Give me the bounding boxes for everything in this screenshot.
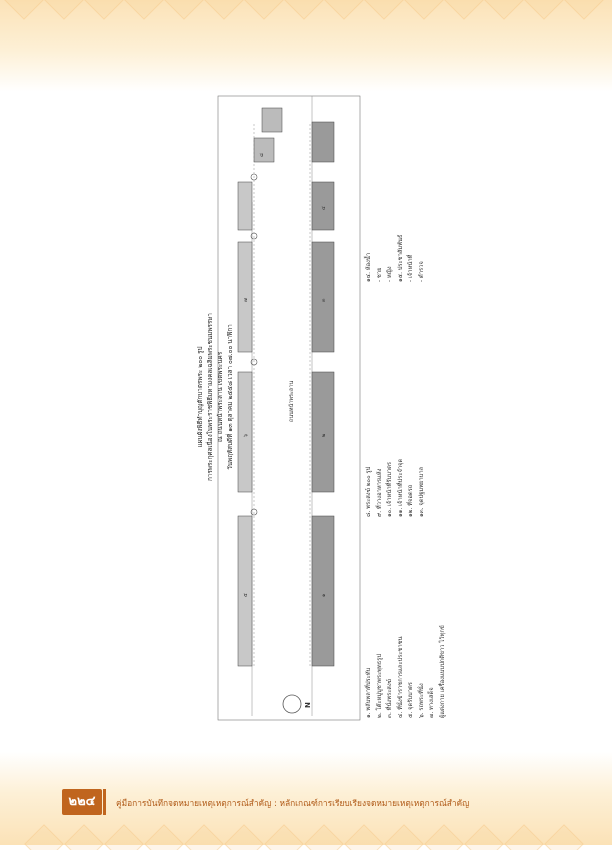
note-item: ๘. พระสงฆ์ ๒๐๐ รูป [366, 466, 372, 517]
diagram-title-line: การพระกุศลเนื่องในพระราชพิธีมหามงคลเฉลิมพระชนมพรรษา [207, 313, 214, 481]
note-item: ๑๑. เจ้าหน้าที่ประจำจุด [397, 458, 404, 517]
note-item: ๙. ที่วางอาหารแห้ง [376, 468, 383, 517]
marker-number: ๓ [321, 298, 327, 302]
marker-number: ๘ [259, 153, 265, 157]
marker-number: ๗ [243, 298, 249, 302]
footer-title: คู่มือการบันทึกจดหมายเหตุเหตุการณ์สำคัญ : หลักเกณฑ์การเรียบเรียงจดหมายเหตุเหตุการณ์สำคัญ [116, 798, 470, 808]
note-item: - เจ้าหน้าที่ [408, 254, 414, 282]
notes-column [364, 459, 427, 517]
diagram-title [196, 277, 236, 517]
note-item: ๑๐. เจ้าหน้าที่รับบาตร [387, 461, 393, 517]
diamond-pattern [0, 0, 612, 40]
note-item: ๖. รถพระที่นั่ง [418, 683, 425, 718]
note-item: ๕. จุดรับบาตร [408, 682, 414, 718]
notes-column [364, 234, 427, 282]
marker-number: ๖ [243, 433, 249, 437]
diagram-title-line: วันพฤหัสบดีที่ ๑๓ ตุลาคม ๒๕๕๘ เวลา ๐๗.๐๐ นาฬิกา [227, 324, 234, 470]
diagram-title-line: แผนผังพิธีทำบุญตักบาตรพระ ๒๐๐ รูป [197, 346, 204, 448]
marker-number: ๔ [321, 206, 327, 210]
north-label: N [304, 702, 312, 708]
road-label: ถนนหน้าพระลาน [289, 380, 295, 422]
note-item: ผู้แต่งกาย เครื่องแบบปกติขาว ไว้ทุกข์ [439, 625, 446, 718]
note-item: ๗. ทางเสด็จ [429, 687, 435, 718]
note-item: - ตำรวจ [418, 261, 425, 282]
floor-plan-diagram [192, 92, 364, 722]
diamond-pattern [0, 810, 612, 850]
note-item: - ชาย [376, 267, 383, 282]
note-item: ๑๔. ห้องน้ำ [366, 252, 372, 282]
notes-column [364, 625, 448, 718]
marker-number: ๒ [321, 433, 327, 437]
note-item: ๒. โต๊ะหมู่บูชาพระพุทธรูป [376, 653, 383, 718]
marker-number: ๑ [321, 593, 327, 597]
footer-divider [103, 789, 106, 815]
marker-number: ๕ [243, 593, 249, 597]
note-item: ๑. พลับพลาที่ประทับ [366, 667, 372, 718]
page-number: ๒๒๔ [62, 789, 102, 815]
note-item: - หญิง [387, 266, 393, 282]
header-decoration [0, 0, 612, 92]
legend-notes [360, 92, 505, 722]
diagram-title-line: ณ ถนนหน้าพระลาน เขตพระนคร [217, 351, 224, 443]
note-item: ๑๒. ที่จอดรถ [408, 484, 414, 517]
note-item: ๔. ที่นั่งข้าราชการและประชาชน [397, 636, 404, 718]
note-item: ๑๕. ประชาสัมพันธ์ [397, 234, 404, 282]
note-item: ๓. ที่นั่งพระสงฆ์ [387, 679, 393, 718]
note-item: ๑๓. จุดปฐมพยาบาล [418, 466, 425, 517]
